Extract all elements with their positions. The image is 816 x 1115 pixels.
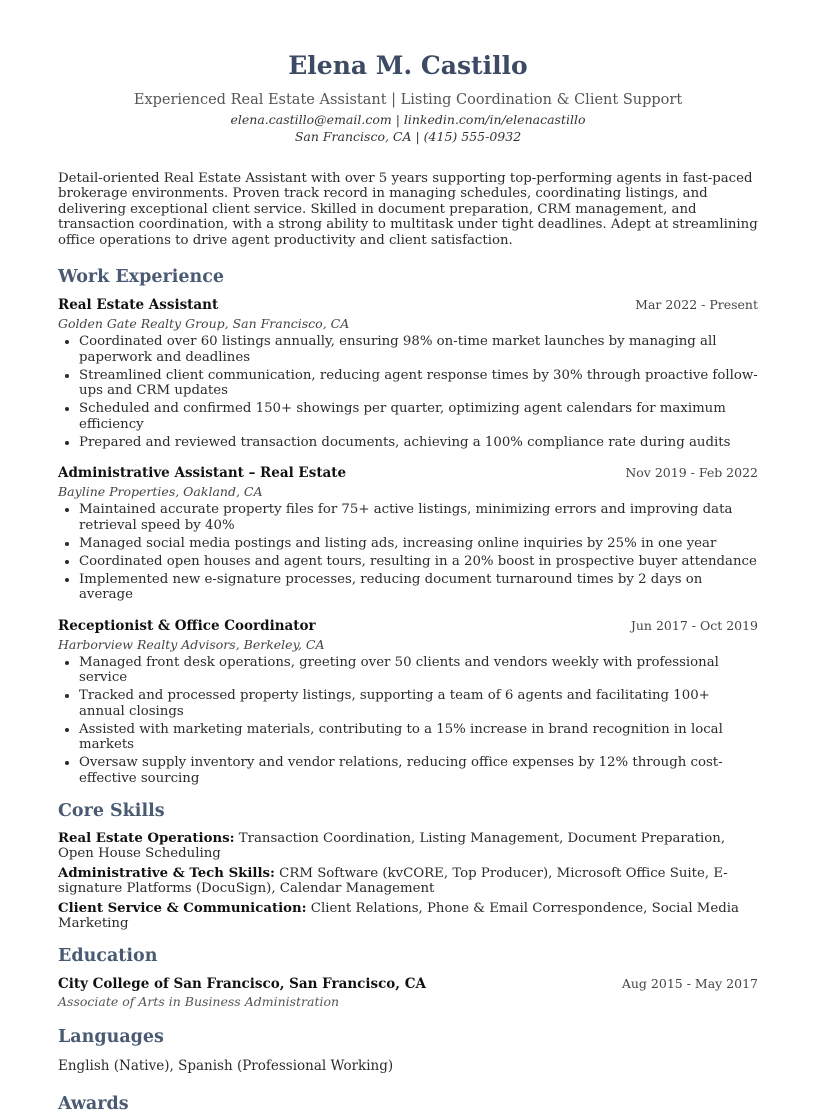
languages-list: English (Native), Spanish (Professional Working) <box>58 1058 394 1075</box>
job-dates: Mar 2022 - Present <box>635 297 758 313</box>
job-bullet: • Maintained accurate property files for 75+ active listings, minimizing errors and improving data retrieval speed by 40% <box>79 502 758 533</box>
job-title: Receptionist & Office Coordinator <box>58 617 316 634</box>
job-bullets <box>58 334 758 450</box>
job-company: Golden Gate Realty Group, San Francisco, CA <box>58 316 350 332</box>
job-bullet: • Streamlined client communication, reducing agent response times by 30% through proactive follow-ups and CRM updates <box>79 368 758 399</box>
education-section <box>58 945 758 1010</box>
skill-category-label: Real Estate Operations: <box>58 831 235 847</box>
job-entry <box>58 464 758 603</box>
job-bullet: • Tracked and processed property listings, supporting a team of 6 agents and facilitating 100+ annual closings <box>79 688 758 719</box>
skill-category-label: Administrative & Tech Skills: <box>58 865 275 881</box>
section-title-awards: Awards <box>58 1094 129 1115</box>
job-bullet: • Implemented new e-signature processes, reducing document turnaround times by 2 days on average <box>79 572 758 603</box>
job-bullet: • Coordinated open houses and agent tours, resulting in a 20% boost in prospective buyer attendance <box>79 554 758 570</box>
section-title-core-skills: Core Skills <box>58 801 165 822</box>
job-company: Harborview Realty Advisors, Berkeley, CA <box>58 636 325 652</box>
job-title: Real Estate Assistant <box>58 297 219 314</box>
work-experience-section <box>58 266 758 786</box>
section-title-work-experience: Work Experience <box>58 267 224 288</box>
resume-header <box>58 50 758 144</box>
education-dates: Aug 2015 - May 2017 <box>621 976 758 992</box>
candidate-headline: Experienced Real Estate Assistant | Listing Coordination & Client Support <box>133 92 683 108</box>
awards-section <box>58 1093 758 1115</box>
core-skills-section <box>58 800 758 931</box>
candidate-name: Elena M. Castillo <box>288 51 528 80</box>
languages-section <box>58 1026 758 1075</box>
job-entry <box>58 296 758 450</box>
job-entry <box>58 617 758 787</box>
job-bullet: • Oversaw supply inventory and vendor relations, reducing office expenses by 12% through cost-effective sourcing <box>79 755 758 786</box>
job-dates: Jun 2017 - Oct 2019 <box>630 617 758 633</box>
job-company: Bayline Properties, Oakland, CA <box>58 484 263 500</box>
skill-category-values: Client Relations, Phone & Email Correspondence, Social Media Marketing <box>58 900 739 932</box>
skill-line <box>58 866 758 897</box>
resume-page <box>58 50 758 1115</box>
education-school: City College of San Francisco, San Francisco, CA <box>58 976 426 993</box>
skill-line <box>58 901 758 932</box>
job-bullet: • Managed social media postings and listing ads, increasing online inquiries by 25% in one year <box>79 536 758 552</box>
job-bullet: • Managed front desk operations, greeting over 50 clients and vendors weekly with professional service <box>79 655 758 686</box>
skill-category-values: Transaction Coordination, Listing Management, Document Preparation, Open House Scheduling <box>58 831 726 862</box>
education-degree: Associate of Arts in Business Administration <box>58 994 340 1010</box>
skill-category-label: Client Service & Communication: <box>58 900 307 916</box>
job-bullet: • Coordinated over 60 listings annually, ensuring 98% on-time market launches by managing all paperwork and deadlines <box>79 334 758 365</box>
job-bullet: • Scheduled and confirmed 150+ showings per quarter, optimizing agent calendars for maximum efficiency <box>79 401 758 432</box>
contact-line-location-phone: San Francisco, CA | (415) 555-0932 <box>294 129 522 144</box>
job-dates: Nov 2019 - Feb 2022 <box>625 465 758 481</box>
skill-category-values: CRM Software (kvCORE, Top Producer), Microsoft Office Suite, E-signature Platforms (DocuSign), Calendar Management <box>58 865 728 897</box>
contact-line-email-linkedin: elena.castillo@email.com | linkedin.com/in/elenacastillo <box>230 112 586 127</box>
job-bullets <box>58 502 758 603</box>
professional-summary: Detail-oriented Real Estate Assistant with over 5 years supporting top-performing agents in fast-paced brokerage environments. Proven track record in managing schedules, coordinating listings, and delivering exceptional client service. Skilled in document preparation, CRM management, and transaction coordination, with a strong ability to multitask under tight deadlines. Adept at streamlining office operations to drive agent productivity and client satisfaction. <box>58 171 758 248</box>
job-bullet: • Assisted with marketing materials, contributing to a 15% increase in brand recognition in local markets <box>79 722 758 753</box>
job-bullet: • Prepared and reviewed transaction documents, achieving a 100% compliance rate during audits <box>79 435 758 451</box>
job-bullets <box>58 655 758 787</box>
skill-line <box>58 831 758 862</box>
section-title-education: Education <box>58 946 158 967</box>
job-title: Administrative Assistant – Real Estate <box>58 465 347 482</box>
section-title-languages: Languages <box>58 1027 164 1048</box>
